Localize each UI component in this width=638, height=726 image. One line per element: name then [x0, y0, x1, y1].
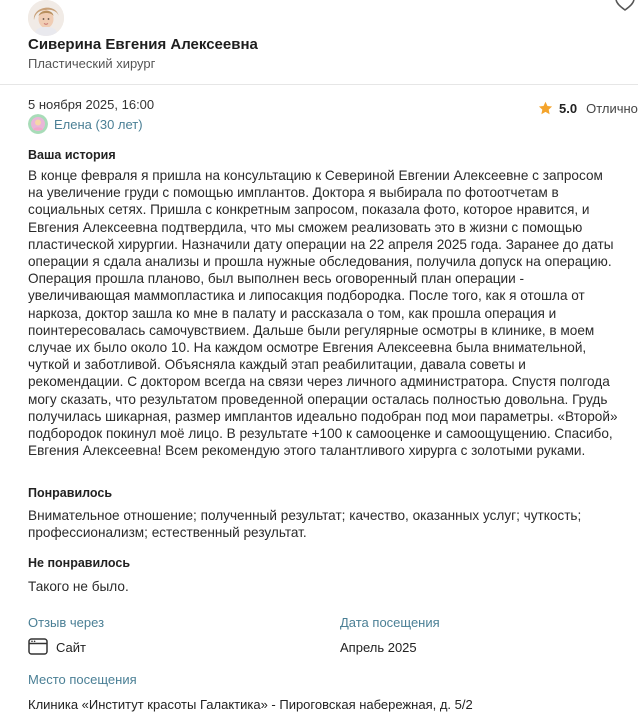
story-title: Ваша история: [28, 148, 116, 162]
divider: [0, 84, 638, 85]
source-value: Сайт: [56, 640, 86, 655]
author-avatar: [28, 114, 48, 134]
place-value[interactable]: Клиника «Институт красоты Галактика» - Пироговская набережная, д. 5/2: [28, 697, 473, 712]
star-icon: [538, 101, 553, 116]
heart-icon: [614, 0, 636, 14]
story-text: В конце февраля я пришла на консультацию к Севериной Евгении Алексеевне с запросом на увеличение груди с помощью имплантов. Доктора я выбирала по фотоотчетам в социальных сетях. Пришла с конкретным запросом, показала фото, которое нравится, и Евгения Алексеевна подтвердила, что мы сможем реализовать это в жизни с помощью пластической хирургии. Назначили дату операции на 22 апреля 2025 года. Заранее до даты операции я сдала анализы и прошла нужные обследования, получила допуск на операцию. Операция прошла планово, был выполнен весь оговоренный план операции - увеличивающая маммопластика и липосакция подбородка. После того, как я отошла от наркоза, доктор зашла ко мне в палату и рассказала о том, как прошла операция и поинтересовалась самочувствием. Дальше были регулярные осмотры в клинике, в моем случае их было около 10. На каждом осмотре Евгения Алексеевна была внимательной, чуткой и заботливой. Объясняла каждый этап реабилитации, давала советы и рекомендации. С доктором всегда на связи через личного администратора. Спустя полгода могу сказать, что результатом проведенной операции осталась полностью довольна. Грудь получилась шикарная, размер имплантов идеально подобран под мои параметры. «Второй» подбородок покинул моё лицо. В результате +100 к самооценке и самоощущению. Спасибо, Евгения Алексеевна! Всем рекомендую этого талантливого хирурга с золотыми руками.: [28, 168, 618, 459]
rating-value: 5.0: [559, 101, 578, 116]
review-date: 5 ноября 2025, 16:00: [28, 97, 155, 112]
disliked-title: Не понравилось: [28, 556, 131, 570]
visit-date-value: Апрель 2025: [340, 640, 417, 655]
liked-title: Понравилось: [28, 486, 113, 500]
doctor-specialty: Пластический хирург: [28, 56, 156, 71]
doctor-photo[interactable]: [28, 0, 64, 36]
favorite-button[interactable]: [614, 0, 636, 14]
browser-window-icon: [28, 638, 48, 655]
source-label: Отзыв через: [28, 615, 105, 630]
rating-label: Отлично: [586, 101, 638, 116]
disliked-text: Такого не было.: [28, 579, 129, 594]
place-label: Место посещения: [28, 672, 137, 687]
review-author: [28, 114, 143, 134]
review-rating: [538, 101, 638, 116]
liked-text: Внимательное отношение; полученный результат; качество, оказанных услуг; чуткость; профессионализм; естественный результат.: [28, 508, 582, 541]
visit-date-label: Дата посещения: [340, 615, 440, 630]
author-name: Елена (30 лет): [54, 116, 143, 132]
doctor-name[interactable]: Сиверина Евгения Алексеевна: [28, 36, 258, 53]
